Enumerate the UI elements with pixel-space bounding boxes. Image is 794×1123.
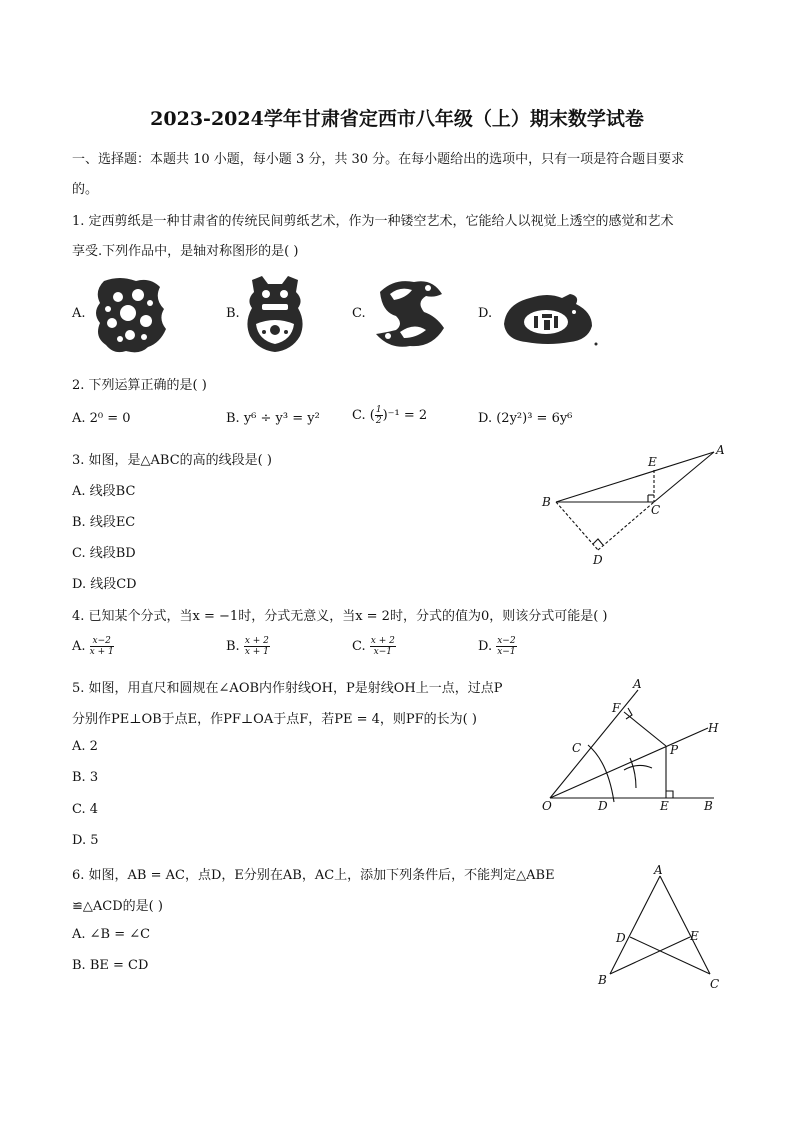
q2-option-c: [352, 405, 427, 426]
q3-option-d: D. 线段CD: [72, 577, 137, 592]
q3-side-ca: [654, 452, 714, 502]
q2-option-a: A. 2⁰ = 0: [72, 411, 131, 426]
q1-option-c-label: C.: [352, 306, 366, 321]
q5-label-o: O: [542, 799, 552, 813]
q5-option-c: C. 4: [72, 802, 99, 817]
q4-option-d-letter: D.: [478, 639, 493, 654]
q6-label-d: D: [616, 931, 626, 945]
q5-label-d: D: [598, 799, 608, 813]
q1-stem-line2: 享受.下列作品中，是轴对称图形的是( ): [72, 244, 299, 259]
q6-label-e: E: [690, 929, 699, 943]
q4-option-b-fraction: [244, 636, 270, 657]
q2-option-d: D. (2y²)³ = 6y⁶: [478, 411, 573, 426]
q4-option-a-fraction: [90, 636, 114, 657]
q3-label-b: B: [542, 495, 551, 509]
q3-segment-bd: [556, 502, 598, 550]
q4-option-a: [72, 636, 114, 657]
q1-option-b-label: B.: [226, 306, 240, 321]
q4-option-c-letter: C.: [352, 639, 366, 654]
q3-label-d: D: [593, 553, 603, 567]
q5-option-b: B. 3: [72, 770, 99, 785]
q6-option-b: B. BE = CD: [72, 958, 149, 973]
q5-stem-line2: 分别作PE⊥OB于点E，作PF⊥OA于点F，若PE = 4，则PF的长为( ): [72, 712, 477, 727]
q4-stem: 4. 已知某个分式，当x = −1时，分式无意义，当x = 2时，分式的值为0，则该分式可能是( ): [72, 609, 608, 624]
q4-b-num: x + 2: [244, 636, 269, 646]
q2-frac-num: 1: [375, 405, 382, 415]
q1-papercut-d-image: [496, 290, 600, 348]
page-title: 2023-2024学年甘肃省定西市八年级（上）期末数学试卷: [150, 108, 644, 130]
q4-d-den: x−1: [497, 647, 516, 657]
q3-triangle-figure: [536, 440, 728, 574]
q6-side-ac: [660, 876, 710, 974]
q2-option-c-fraction: [375, 405, 383, 426]
q6-label-c: C: [710, 977, 720, 991]
q3-segment-dc: [598, 502, 654, 550]
q4-option-d-fraction: [496, 636, 516, 657]
q6-stem-line1: 6. 如图，AB = AC，点D，E分别在AB，AC上，添加下列条件后，不能判定△ABE: [72, 868, 555, 883]
q4-a-num: x−2: [90, 636, 114, 647]
q4-d-num: x−2: [497, 636, 516, 646]
q3-option-c: C. 线段BD: [72, 546, 136, 561]
q5-stem-line1: 5. 如图，用直尺和圆规在∠AOB内作射线OH，P是射线OH上一点，过点P: [72, 681, 503, 696]
q5-ray-oa: [550, 690, 638, 798]
q5-ray-oh: [550, 728, 708, 798]
q5-label-f: F: [612, 701, 621, 715]
section-heading-line1: 一、选择题：本题共 10 小题，每小题 3 分，共 30 分。在每小题给出的选项中，只有一项是符合题目要求: [72, 152, 685, 167]
section-heading-line2: 的。: [72, 182, 99, 197]
q2-option-c-paren: (: [369, 408, 375, 423]
q5-label-c: C: [572, 741, 582, 755]
q2-option-b: B. y⁶ ÷ y³ = y²: [226, 411, 320, 426]
q3-label-e: E: [648, 455, 657, 469]
q5-option-d: D. 5: [72, 833, 99, 848]
q4-option-c-fraction: [370, 636, 396, 657]
q6-side-ab: [610, 876, 660, 974]
q6-stem-line2: ≌△ACD的是( ): [72, 899, 163, 914]
q5-segment-pf: [624, 712, 666, 746]
q2-option-c-prefix: C.: [352, 408, 370, 423]
q3-side-ba: [556, 452, 714, 502]
q2-option-c-suffix: )⁻¹ = 2: [382, 408, 428, 423]
q3-stem: 3. 如图，是△ABC的高的线段是( ): [72, 453, 272, 468]
q4-option-c: [352, 636, 396, 657]
q1-papercut-c-image: [370, 272, 450, 354]
q4-option-b: [226, 636, 270, 657]
q1-option-a-label: A.: [72, 306, 86, 321]
q5-label-p: P: [670, 743, 679, 757]
q4-b-den: x + 1: [244, 647, 269, 657]
q4-a-den: x + 1: [89, 647, 114, 657]
q6-option-a: A. ∠B = ∠C: [72, 927, 151, 942]
q3-right-angle-d: [593, 539, 603, 545]
q4-option-a-letter: A.: [72, 639, 86, 654]
q5-label-b: B: [704, 799, 713, 813]
q6-label-b: B: [598, 973, 607, 987]
q6-triangle-figure: [592, 862, 728, 994]
q4-c-den: x−1: [373, 647, 392, 657]
q4-option-b-letter: B.: [226, 639, 240, 654]
q2-stem: 2. 下列运算正确的是( ): [72, 378, 207, 393]
q5-label-a: A: [633, 677, 642, 691]
q1-stem-line1: 1. 定西剪纸是一种甘肃省的传统民间剪纸艺术，作为一种镂空艺术，它能给人以视觉上透空的感觉和艺术: [72, 214, 674, 229]
q5-angle-bisector-figure: [538, 674, 728, 820]
q1-option-d-label: D.: [478, 306, 493, 321]
q1-papercut-a-image: [90, 273, 172, 357]
q4-option-d: [478, 636, 517, 657]
q3-label-a: A: [716, 443, 725, 457]
q2-frac-den: 2: [375, 416, 382, 426]
q5-arc-2: [624, 765, 652, 770]
q3-option-a: A. 线段BC: [72, 484, 136, 499]
q5-right-angle-e: [666, 791, 673, 798]
q5-label-e: E: [660, 799, 669, 813]
q4-c-num: x + 2: [370, 636, 395, 646]
q3-label-c: C: [651, 503, 661, 517]
q1-papercut-b-image: [242, 274, 308, 354]
q6-label-a: A: [654, 863, 663, 877]
q3-option-b: B. 线段EC: [72, 515, 136, 530]
q5-option-a: A. 2: [72, 739, 98, 754]
q5-compass-arc: [588, 745, 614, 802]
q5-label-h: H: [708, 721, 719, 735]
